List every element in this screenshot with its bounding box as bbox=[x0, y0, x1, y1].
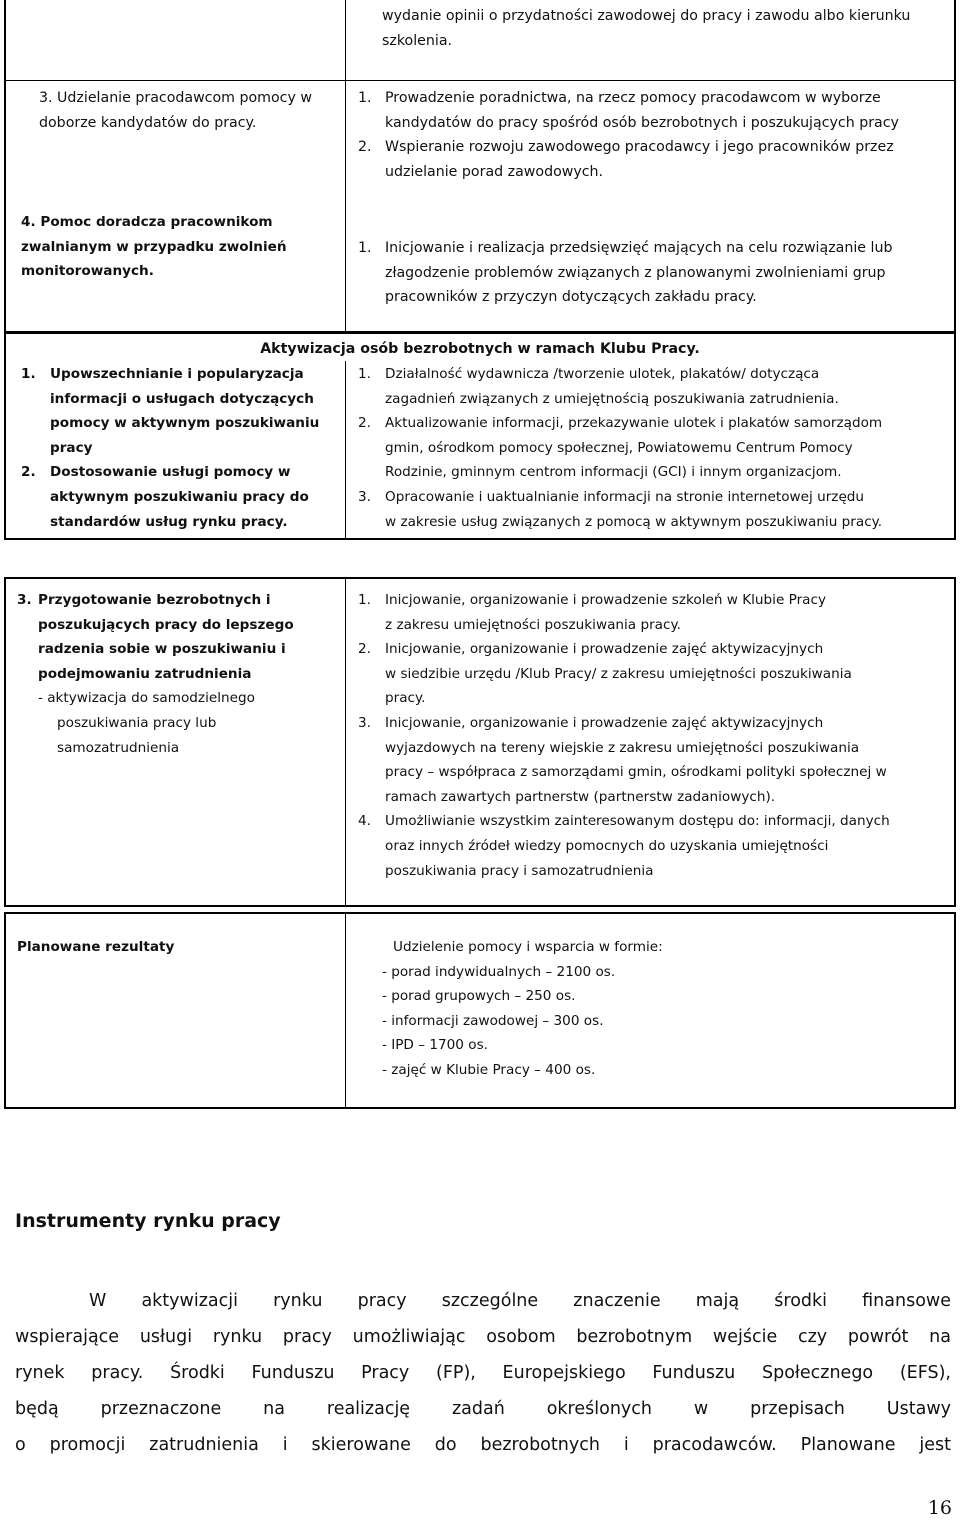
text-line: Opracowanie i uaktualnianie informacji na stronie internetowej urzędu bbox=[385, 488, 865, 505]
list-number: 3. bbox=[358, 488, 371, 505]
text-line: pracowników z przyczyn dotyczących zakładu pracy. bbox=[385, 289, 757, 306]
text-line: zagadnień związanych z umiejętnością poszukiwania zatrudnienia. bbox=[385, 390, 839, 407]
result-item: - porad indywidualnych – 2100 os. bbox=[382, 963, 616, 980]
text-line: radzenia sobie w poszukiwaniu i bbox=[38, 641, 286, 658]
cell-right bbox=[358, 362, 882, 534]
cell-row4-right bbox=[358, 236, 892, 310]
text-line: standardów usług rynku pracy. bbox=[50, 513, 288, 530]
column-divider bbox=[345, 579, 346, 905]
cell-row4-left bbox=[21, 210, 287, 284]
list-number: 2. bbox=[21, 464, 36, 481]
text-line: udzielanie porad zawodowych. bbox=[385, 163, 604, 180]
cell-top-right bbox=[382, 4, 910, 53]
cell-row3-left bbox=[39, 86, 312, 135]
text-line: Inicjowanie i realizacja przedsięwzięć mających na celu rozwiązanie lub bbox=[385, 240, 893, 256]
paragraph-line: W aktywizacji rynku pracy szczególne znaczenie mają środki finansowe bbox=[89, 1291, 951, 1311]
text-line: wyjazdowych na tereny wiejskie z zakresu umiejętności poszukiwania bbox=[385, 739, 860, 756]
text-line: w zakresie usług związanych z pomocą w aktywnym poszukiwaniu pracy. bbox=[385, 513, 883, 530]
section-heading: Instrumenty rynku pracy bbox=[15, 1210, 281, 1232]
list-number: 1. bbox=[358, 592, 371, 608]
list-number: 2. bbox=[358, 415, 371, 432]
cell-left bbox=[21, 362, 319, 534]
list-number: 1. bbox=[358, 90, 372, 106]
text-line: złagodzenie problemów związanych z planowanymi zwolnieniami grup bbox=[385, 264, 886, 281]
text-line: Inicjowanie, organizowanie i prowadzenie szkoleń w Klubie Pracy bbox=[385, 592, 827, 608]
list-number: 3. bbox=[358, 714, 371, 731]
text-line: Rodzinie, gminnym centrom informacji (GCI) i innym organizacjom. bbox=[385, 464, 842, 481]
cell-left bbox=[17, 935, 174, 960]
text-line: 3. Udzielanie pracodawcom pomocy w bbox=[39, 90, 312, 106]
text-line: poszukujących pracy do lepszego bbox=[38, 616, 294, 633]
list-number: 1. bbox=[21, 366, 36, 382]
text-line: w siedzibie urzędu /Klub Pracy/ z zakresu umiejętności poszukiwania bbox=[385, 665, 852, 682]
text-line: Inicjowanie, organizowanie i prowadzenie zajęć aktywizacyjnych bbox=[385, 641, 824, 658]
text-line: samozatrudnienia bbox=[57, 739, 180, 756]
result-item: - informacji zawodowej – 300 os. bbox=[382, 1012, 604, 1029]
paragraph-line: wspierające usługi rynku pracy umożliwiając osobom bezrobotnym wejście czy powrót na bbox=[15, 1327, 951, 1347]
column-divider bbox=[345, 914, 346, 1107]
row-label: Planowane rezultaty bbox=[17, 939, 175, 955]
text-line: Upowszechnianie i popularyzacja bbox=[50, 366, 304, 382]
text-line: Prowadzenie poradnictwa, na rzecz pomocy pracodawcom w wyborze bbox=[385, 90, 881, 106]
cell-right bbox=[382, 935, 663, 1083]
list-number: 2. bbox=[358, 139, 372, 156]
column-divider bbox=[345, 0, 346, 331]
row-divider bbox=[6, 80, 954, 81]
cell-left bbox=[17, 588, 294, 760]
text-line: informacji o usługach dotyczących bbox=[50, 390, 314, 407]
paragraph-line: o promocji zatrudnienia i skierowane do bezrobotnych i pracodawców. Planowane jest bbox=[15, 1435, 951, 1455]
text-line: podejmowaniu zatrudnienia bbox=[38, 665, 252, 682]
body-paragraph bbox=[15, 1283, 951, 1463]
text-line: pracy bbox=[50, 439, 93, 456]
result-item: - zajęć w Klubie Pracy – 400 os. bbox=[382, 1061, 596, 1078]
text-line: gmin, ośrodkom pomocy społecznej, Powiatowemu Centrum Pomocy bbox=[385, 439, 853, 456]
text-line: Wspieranie rozwoju zawodowego pracodawcy i jego pracowników przez bbox=[385, 139, 894, 156]
result-item: - porad grupowych – 250 os. bbox=[382, 988, 576, 1005]
text-line: aktywnym poszukiwaniu pracy do bbox=[50, 488, 309, 505]
paragraph-line: rynek pracy. Środki Funduszu Pracy (FP), Europejskiego Funduszu Społecznego (EFS), bbox=[15, 1363, 951, 1383]
cell-row3-right bbox=[358, 86, 899, 184]
table-planned-results bbox=[4, 912, 956, 1109]
text-line: pomocy w aktywnym poszukiwaniu bbox=[50, 415, 320, 432]
text-line: Inicjowanie, organizowanie i prowadzenie zajęć aktywizacyjnych bbox=[385, 714, 824, 731]
page-number: 16 bbox=[927, 1497, 952, 1519]
text-line: z zakresu umiejętności poszukiwania pracy. bbox=[385, 616, 681, 633]
text-line: Przygotowanie bezrobotnych i bbox=[38, 592, 271, 608]
list-number: 4. bbox=[358, 813, 371, 830]
list-number: 3. bbox=[17, 592, 32, 608]
text-line: doborze kandydatów do pracy. bbox=[39, 114, 257, 131]
text-line: pracy – współpraca z samorządami gmin, ośrodkami polityki społecznej w bbox=[385, 764, 887, 781]
column-divider bbox=[345, 361, 346, 538]
text-line: wydanie opinii o przydatności zawodowej do pracy i zawodu albo kierunku bbox=[382, 8, 911, 24]
table-services-continued bbox=[4, 0, 956, 333]
list-number: 1. bbox=[358, 240, 372, 256]
list-number: 1. bbox=[358, 366, 371, 382]
text-line: kandydatów do pracy spośród osób bezrobotnych i poszukujących pracy bbox=[385, 114, 899, 131]
table-job-club bbox=[4, 333, 956, 540]
table-header bbox=[6, 337, 954, 362]
text-line: 4. Pomoc doradcza pracownikom bbox=[21, 214, 273, 230]
result-item: - IPD – 1700 os. bbox=[382, 1037, 488, 1054]
text-line: poszukiwania pracy lub bbox=[57, 714, 217, 731]
header-text: Aktywizacja osób bezrobotnych w ramach Klubu Pracy. bbox=[260, 341, 700, 357]
text-line: Działalność wydawnicza /tworzenie ulotek, plakatów/ dotycząca bbox=[385, 366, 820, 382]
table-preparation bbox=[4, 577, 956, 907]
text-line: zwalnianym w przypadku zwolnień bbox=[21, 238, 287, 255]
text-line: poszukiwania pracy i samozatrudnienia bbox=[385, 862, 654, 879]
text-line: Aktualizowanie informacji, przekazywanie ulotek i plakatów samorządom bbox=[385, 415, 883, 432]
cell-right bbox=[358, 588, 890, 883]
text-line: ramach zawartych partnerstw (partnerstw zadaniowych). bbox=[385, 788, 776, 805]
text-line: - aktywizacja do samodzielnego bbox=[38, 690, 255, 707]
list-number: 2. bbox=[358, 641, 371, 658]
text-line: monitorowanych. bbox=[21, 263, 154, 280]
text-line: pracy. bbox=[385, 690, 426, 707]
paragraph-line: będą przeznaczone na realizację zadań określonych w przepisach Ustawy bbox=[15, 1399, 951, 1419]
text-line: Umożliwianie wszystkim zainteresowanym dostępu do: informacji, danych bbox=[385, 813, 890, 830]
text-line: oraz innych źródeł wiedzy pomocnych do uzyskania umiejętności bbox=[385, 837, 829, 854]
text-line: Udzielenie pomocy i wsparcia w formie: bbox=[393, 939, 663, 955]
text-line: szkolenia. bbox=[382, 32, 453, 49]
text-line: Dostosowanie usługi pomocy w bbox=[50, 464, 291, 481]
